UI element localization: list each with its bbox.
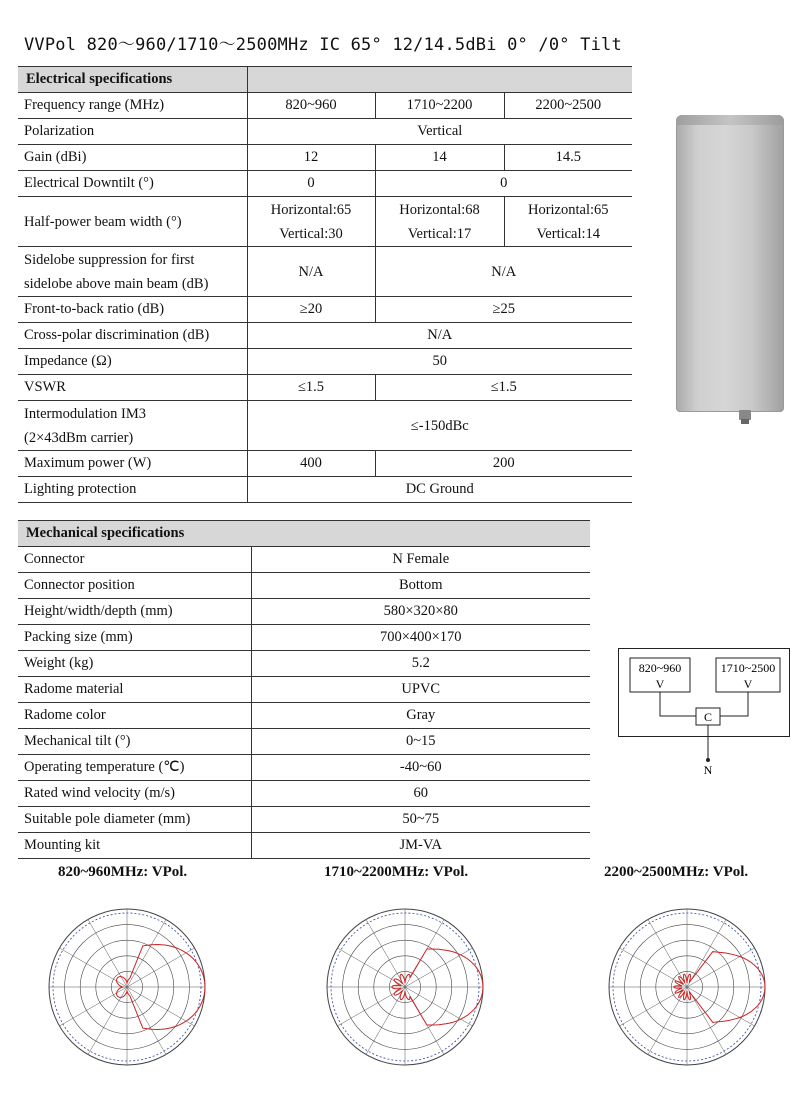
cell-line: Horizontal:65 bbox=[270, 201, 352, 218]
cell-line: Vertical:14 bbox=[536, 225, 601, 242]
row-label: Connector bbox=[18, 547, 251, 573]
row-label bbox=[18, 247, 247, 297]
pattern-title-2: 1710~2200MHz: VPol. bbox=[324, 864, 469, 880]
pattern-title-1: 820~960MHz: VPol. bbox=[58, 864, 188, 880]
port1-pol: V bbox=[655, 677, 665, 691]
grid-spoke bbox=[687, 948, 755, 987]
grid-spoke bbox=[127, 919, 166, 987]
cell: DC Ground bbox=[247, 477, 632, 503]
table-row bbox=[18, 323, 632, 349]
mechanical-heading: Mechanical specifications bbox=[18, 521, 590, 547]
grid-spoke bbox=[648, 987, 687, 1055]
cell: 400 bbox=[247, 451, 375, 477]
row-label: Half-power beam width (°) bbox=[18, 197, 247, 247]
row-label: Height/width/depth (mm) bbox=[18, 599, 251, 625]
row-label: Cross-polar discrimination (dB) bbox=[18, 323, 247, 349]
port1-wire bbox=[660, 692, 696, 716]
cell: Bottom bbox=[251, 573, 590, 599]
table-row bbox=[18, 349, 632, 375]
table-row bbox=[18, 451, 632, 477]
cell-line: Horizontal:68 bbox=[399, 201, 480, 218]
electrical-heading: Electrical specifications bbox=[18, 67, 247, 93]
row-label-line: (2×43dBm carrier) bbox=[24, 429, 134, 446]
row-label: Mechanical tilt (°) bbox=[18, 729, 251, 755]
cell: 14 bbox=[375, 145, 504, 171]
row-label: VSWR bbox=[18, 375, 247, 401]
cell: ≤1.5 bbox=[247, 375, 375, 401]
table-row bbox=[18, 145, 632, 171]
electrical-spec-table bbox=[18, 66, 632, 503]
cell-line: Vertical:30 bbox=[279, 225, 343, 242]
cell: 580×320×80 bbox=[251, 599, 590, 625]
cell: N Female bbox=[251, 547, 590, 573]
table-row bbox=[18, 119, 632, 145]
output-dot bbox=[706, 758, 710, 762]
table-row bbox=[18, 625, 590, 651]
table-row bbox=[18, 247, 632, 297]
table-row bbox=[18, 651, 590, 677]
row-label-line: sidelobe above main beam (dB) bbox=[24, 275, 209, 292]
cell: 0~15 bbox=[251, 729, 590, 755]
row-label: Mounting kit bbox=[18, 833, 251, 859]
table-row bbox=[18, 401, 632, 451]
grid-spoke bbox=[405, 987, 473, 1026]
table-row bbox=[18, 547, 590, 573]
row-label: Front-to-back ratio (dB) bbox=[18, 297, 247, 323]
cell: 60 bbox=[251, 781, 590, 807]
cell: 1710~2200 bbox=[375, 93, 504, 119]
row-label: Impedance (Ω) bbox=[18, 349, 247, 375]
row-label: Weight (kg) bbox=[18, 651, 251, 677]
cell: JM-VA bbox=[251, 833, 590, 859]
cell bbox=[247, 197, 375, 247]
table-row bbox=[18, 755, 590, 781]
grid-spoke bbox=[687, 987, 755, 1026]
table-row bbox=[18, 729, 590, 755]
port2-label: 1710~2500 bbox=[720, 661, 776, 675]
cell-line: Vertical:17 bbox=[407, 225, 472, 242]
cell: 12 bbox=[247, 145, 375, 171]
table-row bbox=[18, 833, 590, 859]
cell: 2200~2500 bbox=[504, 93, 632, 119]
radiation-pattern-3 bbox=[596, 896, 778, 1078]
grid-spoke bbox=[687, 987, 726, 1055]
row-label: Operating temperature (℃) bbox=[18, 755, 251, 781]
row-label: Radome color bbox=[18, 703, 251, 729]
grid-spoke bbox=[127, 987, 195, 1026]
cell: ≥20 bbox=[247, 297, 375, 323]
port2-wire bbox=[720, 692, 748, 716]
cell: 820~960 bbox=[247, 93, 375, 119]
port2-pol: V bbox=[743, 677, 753, 691]
row-label: Radome material bbox=[18, 677, 251, 703]
combiner-label: C bbox=[703, 710, 713, 724]
port1-label: 820~960 bbox=[638, 661, 682, 675]
table-row bbox=[18, 781, 590, 807]
cell: 50 bbox=[247, 349, 632, 375]
row-label: Electrical Downtilt (°) bbox=[18, 171, 247, 197]
row-label-line: Intermodulation IM3 bbox=[24, 405, 147, 422]
grid-spoke bbox=[687, 919, 726, 987]
row-label: Rated wind velocity (m/s) bbox=[18, 781, 251, 807]
cell: -40~60 bbox=[251, 755, 590, 781]
table-row bbox=[18, 477, 632, 503]
port-diagram bbox=[618, 648, 790, 776]
row-label bbox=[18, 401, 247, 451]
table-row bbox=[18, 197, 632, 247]
row-label: Lighting protection bbox=[18, 477, 247, 503]
grid-spoke bbox=[127, 987, 166, 1055]
cell: N/A bbox=[375, 247, 632, 297]
table-row bbox=[18, 573, 590, 599]
cell: 0 bbox=[247, 171, 375, 197]
antenna-connector-tip bbox=[741, 419, 749, 424]
row-label: Packing size (mm) bbox=[18, 625, 251, 651]
cell bbox=[375, 197, 504, 247]
cell: Gray bbox=[251, 703, 590, 729]
cell: 14.5 bbox=[504, 145, 632, 171]
table-header bbox=[18, 521, 590, 547]
table-row bbox=[18, 375, 632, 401]
cell: N/A bbox=[247, 247, 375, 297]
table-header bbox=[18, 67, 632, 93]
cell: 700×400×170 bbox=[251, 625, 590, 651]
cell: ≤1.5 bbox=[375, 375, 632, 401]
cell: 50~75 bbox=[251, 807, 590, 833]
row-label: Polarization bbox=[18, 119, 247, 145]
table-row bbox=[18, 297, 632, 323]
grid-spoke bbox=[366, 987, 405, 1055]
mechanical-spec-table bbox=[18, 520, 590, 859]
row-label: Frequency range (MHz) bbox=[18, 93, 247, 119]
cell-line: Horizontal:65 bbox=[527, 201, 609, 218]
page-title: VVPol 820～960/1710～2500MHz IC 65° 12/14.5dBi 0° /0° Tilt bbox=[24, 35, 622, 55]
cell: 5.2 bbox=[251, 651, 590, 677]
cell bbox=[504, 197, 632, 247]
cell: ≥25 bbox=[375, 297, 632, 323]
pattern-title-3: 2200~2500MHz: VPol. bbox=[604, 864, 749, 880]
cell: N/A bbox=[247, 323, 632, 349]
output-label: N bbox=[703, 763, 713, 776]
table-row bbox=[18, 599, 590, 625]
grid-spoke bbox=[648, 919, 687, 987]
grid-spoke bbox=[127, 948, 195, 987]
radiation-pattern-1 bbox=[36, 896, 218, 1078]
table-row bbox=[18, 677, 590, 703]
row-label: Gain (dBi) bbox=[18, 145, 247, 171]
table-row bbox=[18, 807, 590, 833]
table-row bbox=[18, 703, 590, 729]
row-label-line: Sidelobe suppression for first bbox=[24, 251, 195, 268]
cell: 200 bbox=[375, 451, 632, 477]
row-label: Connector position bbox=[18, 573, 251, 599]
cell: ≤-150dBc bbox=[247, 401, 632, 451]
radiation-pattern-2 bbox=[314, 896, 496, 1078]
grid-spoke bbox=[405, 948, 473, 987]
grid-spoke bbox=[366, 919, 405, 987]
antenna-cap bbox=[676, 115, 784, 125]
row-label: Suitable pole diameter (mm) bbox=[18, 807, 251, 833]
table-row bbox=[18, 171, 632, 197]
cell: UPVC bbox=[251, 677, 590, 703]
table-row bbox=[18, 93, 632, 119]
cell: Vertical bbox=[247, 119, 632, 145]
antenna-image bbox=[676, 115, 784, 412]
cell: 0 bbox=[375, 171, 632, 197]
row-label: Maximum power (W) bbox=[18, 451, 247, 477]
